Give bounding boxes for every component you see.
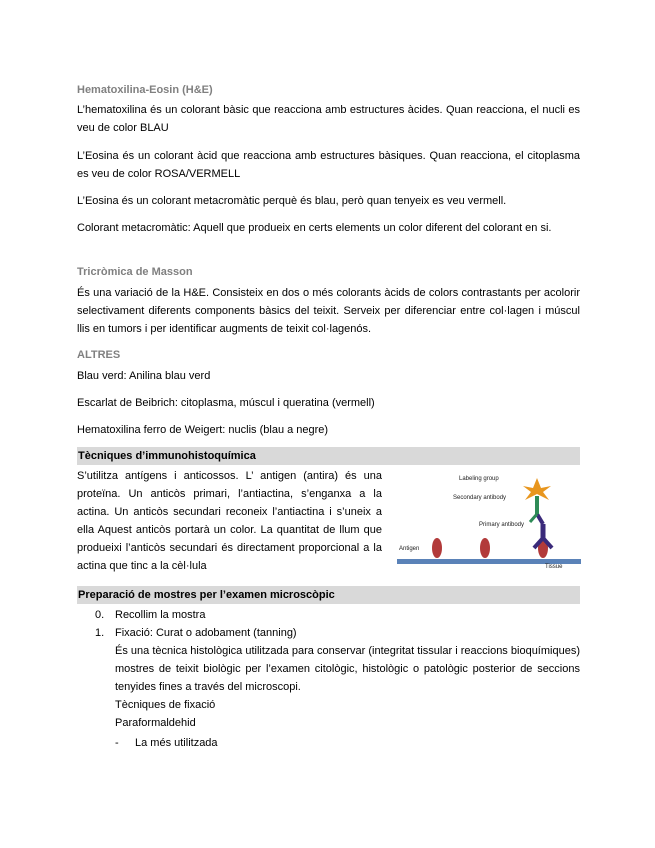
antibody-diagram (397, 466, 587, 572)
prep-heading-bar (77, 586, 580, 604)
secondary-antibody-label: Secondary antibody (453, 495, 507, 501)
list-text: Fixació: Curat o adobament (tanning) (115, 627, 297, 639)
he-heading: Hematoxilina-Eosin (H&E) (77, 84, 213, 96)
immuno-heading: Tècniques d’immunohistoquímica (78, 450, 256, 462)
altres-item: Blau verd: Anilina blau verd (77, 370, 211, 382)
list-text: Recollim la mostra (115, 609, 206, 621)
bullet-item (115, 734, 580, 752)
secondary-antibody-shape (530, 496, 537, 522)
antigen-shape (432, 538, 442, 558)
immuno-heading-bar (77, 447, 580, 465)
he-paragraph-4: Colorant metacromàtic: Aquell que produeix en certs elements un color diferent del colorant en si. (77, 222, 552, 234)
list-number: 1. (95, 627, 105, 639)
prep-list-item (95, 624, 580, 642)
masson-paragraph: És una variació de la H&E. Consisteix en dos o més colorants àcids de colors contrastants per acolorir selectivament diferents components bàsics del teixit. Serveix per diferenciar entre col·lagen i múscul llis en tumors i per identificar augments de teixit col·lagenós. (77, 287, 580, 335)
antigen-label: Antigen (399, 546, 420, 552)
immuno-paragraph: S’utilitza antígens i anticossos. L’ antigen (antira) és una proteïna. Un anticòs primari, l’antiactina, s’enganxa a la actina. Un anticòs secundari reconeix l’antiactina i s’uneix a ella Aquest anticòs portarà un color. La quantitat de llum que produeixi l’anticòs secundari és directament proporcional a la actina que tinc a la cèl·lula (77, 470, 382, 572)
labeling-group-label: Labeling group (459, 476, 499, 482)
paraformaldehyde-label: Paraformaldehid (115, 717, 196, 729)
fixation-description: És una tècnica histològica utilitzada para conservar (integritat tissular i reaccions bioquímiques) mostres de teixit biològic per l’examen citològic, histològic o patològic posterior de seccions tenyides fines a través del microscopi. (115, 645, 580, 693)
he-paragraph-1: L’hematoxilina és un colorant bàsic que reacciona amb estructures àcides. Quan reacciona, el nucli es veu de color BLAU (77, 104, 580, 134)
antigen-shape (480, 538, 490, 558)
tissue-label: Tissue (545, 564, 563, 570)
bullet-mark: - (115, 737, 119, 749)
fixation-techniques-label: Tècniques de fixació (115, 699, 216, 711)
masson-heading: Tricròmica de Masson (77, 266, 193, 278)
prep-list-item (95, 606, 580, 624)
altres-item: Hematoxilina ferro de Weigert: nuclis (blau a negre) (77, 424, 329, 436)
he-paragraph-3: L’Eosina és un colorant metacromàtic perquè és blau, però quan tenyeix es veu vermell. (77, 195, 507, 207)
prep-heading: Preparació de mostres per l’examen microscòpic (78, 589, 335, 601)
altres-item: Escarlat de Beibrich: citoplasma, múscul i queratina (vermell) (77, 397, 375, 409)
primary-antibody-label: Primary antibody (479, 522, 525, 528)
altres-heading: ALTRES (77, 349, 121, 361)
he-paragraph-2: L’Eosina és un colorant àcid que reacciona amb estructures bàsiques. Quan reacciona, el citoplasma es veu de color ROSA/VERMELL (77, 150, 580, 180)
list-number: 0. (95, 609, 105, 621)
bullet-text: La més utilitzada (135, 737, 218, 749)
